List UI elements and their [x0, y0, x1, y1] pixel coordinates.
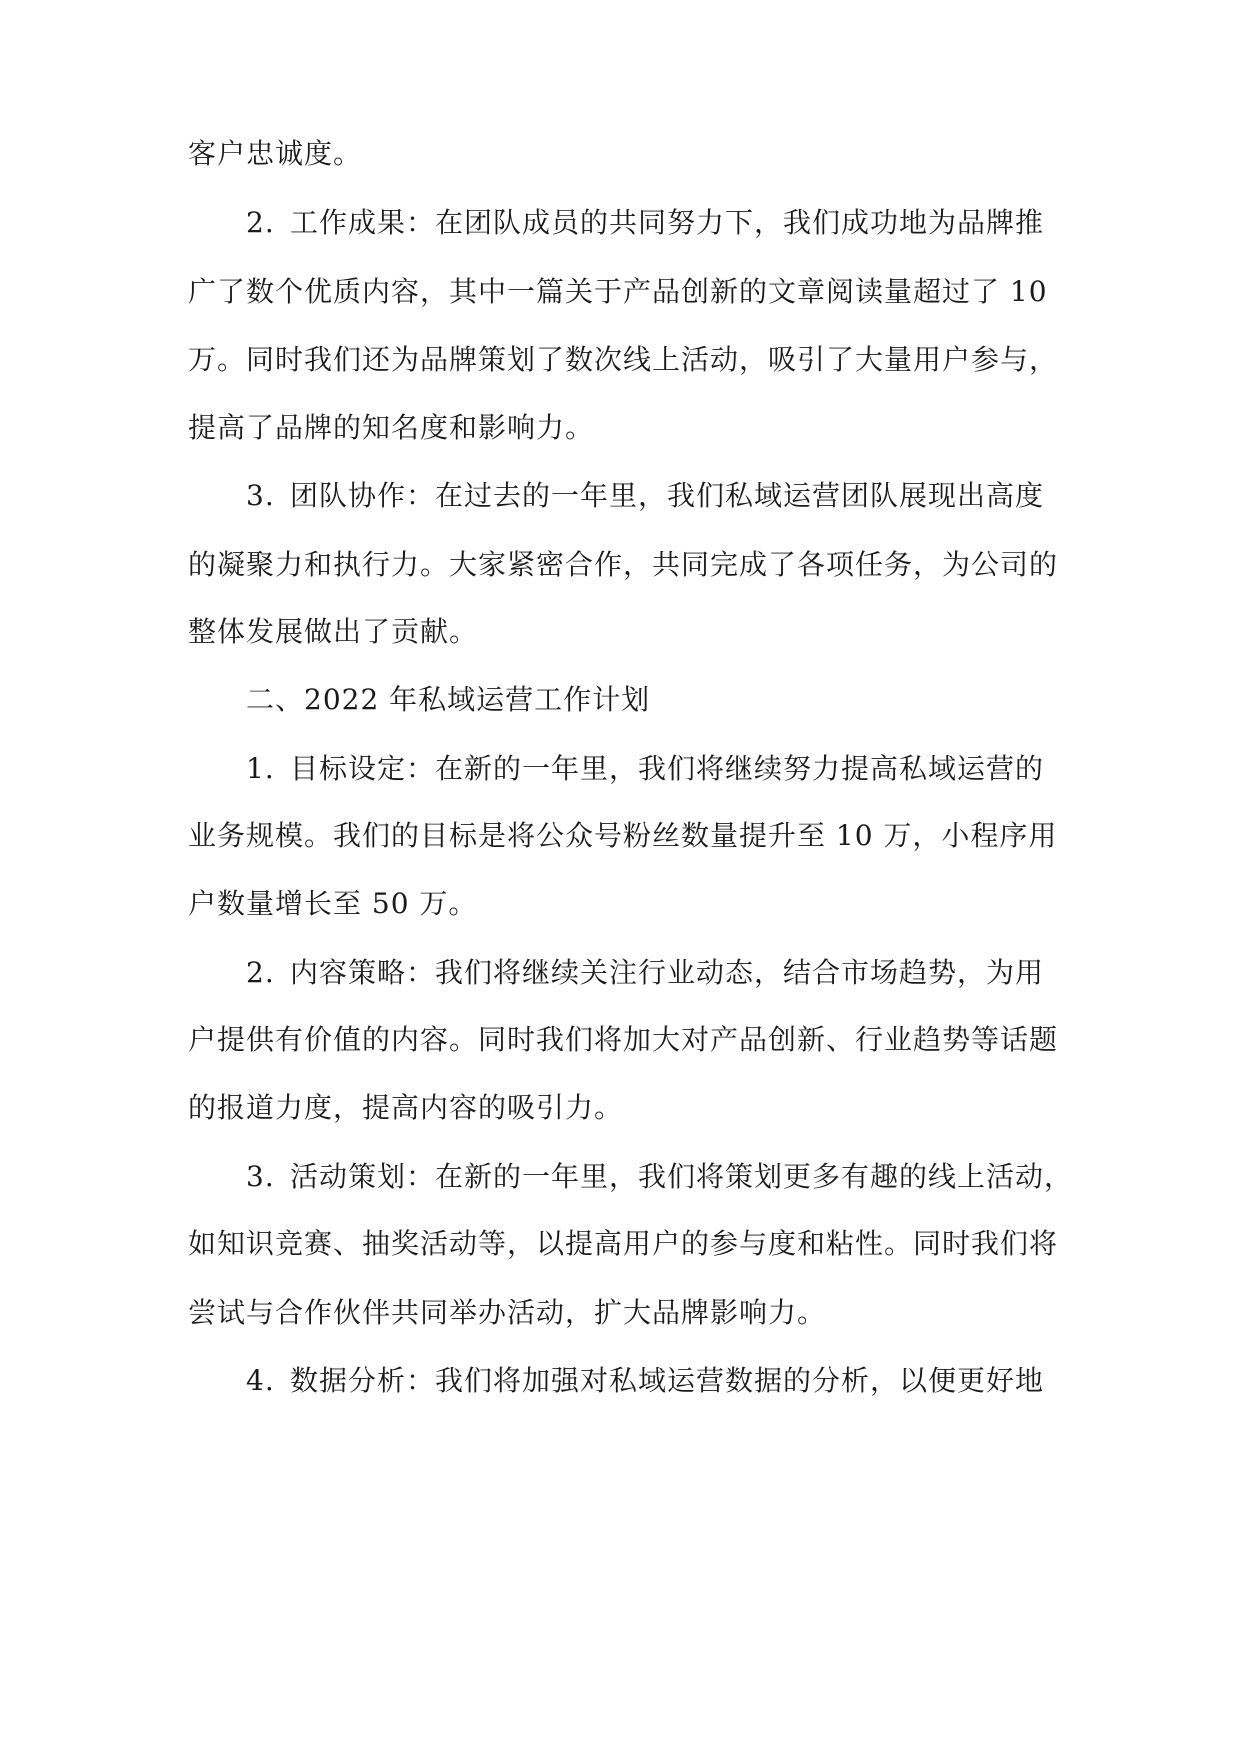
- text-line: 数据分析：我们将加强对私域运营数据的分析，以便更好地: [290, 1364, 1045, 1397]
- text-line: 客户忠诚度。: [188, 137, 363, 170]
- list-item-first-line: [246, 476, 1066, 516]
- text-line: 广了数个优质内容，其中一篇关于产品创新的文章阅读量超过了 10: [188, 275, 1048, 308]
- list-item-first-line: [246, 203, 1066, 243]
- list-number: 2.: [246, 956, 275, 989]
- text-line: 目标设定：在新的一年里，我们将继续努力提高私域运营的: [290, 752, 1045, 785]
- text-line: 整体发展做出了贡献。: [188, 615, 479, 648]
- text-line: 提高了品牌的知名度和影响力。: [188, 411, 595, 444]
- text-line: 的凝聚力和执行力。大家紧密合作，共同完成了各项任务，为公司的: [188, 548, 1059, 581]
- list-number: 4.: [246, 1364, 275, 1397]
- text-line: 万。同时我们还为品牌策划了数次线上活动，吸引了大量用户参与，: [188, 343, 1059, 376]
- text-line: 工作成果：在团队成员的共同努力下，我们成功地为品牌推: [290, 206, 1045, 239]
- section-heading: 二、2022 年私域运营工作计划: [246, 683, 651, 716]
- text-line: 如知识竞赛、抽奖活动等，以提高用户的参与度和粘性。同时我们将: [188, 1227, 1059, 1260]
- list-number: 3.: [246, 1160, 275, 1193]
- text-line: 内容策略：我们将继续关注行业动态，结合市场趋势，为用: [290, 956, 1045, 989]
- text-line: 活动策划：在新的一年里，我们将策划更多有趣的线上活动，: [290, 1160, 1074, 1193]
- list-number: 1.: [246, 752, 275, 785]
- text-line: 的报道力度，提高内容的吸引力。: [188, 1091, 624, 1124]
- list-item-first-line: [246, 1361, 1066, 1401]
- text-line: 团队协作：在过去的一年里，我们私域运营团队展现出高度: [290, 479, 1045, 512]
- text-line: 户提供有价值的内容。同时我们将加大对产品创新、行业趋势等话题: [188, 1023, 1059, 1056]
- text-line: 业务规模。我们的目标是将公众号粉丝数量提升至 10 万，小程序用: [188, 819, 1058, 852]
- text-line: 尝试与合作伙伴共同举办活动，扩大品牌影响力。: [188, 1296, 827, 1329]
- list-item-first-line: [246, 1157, 1074, 1197]
- list-item-first-line: [246, 953, 1066, 993]
- list-number: 2.: [246, 206, 275, 239]
- list-number: 3.: [246, 479, 275, 512]
- text-line: 户数量增长至 50 万。: [188, 887, 478, 920]
- list-item-first-line: [246, 749, 1066, 789]
